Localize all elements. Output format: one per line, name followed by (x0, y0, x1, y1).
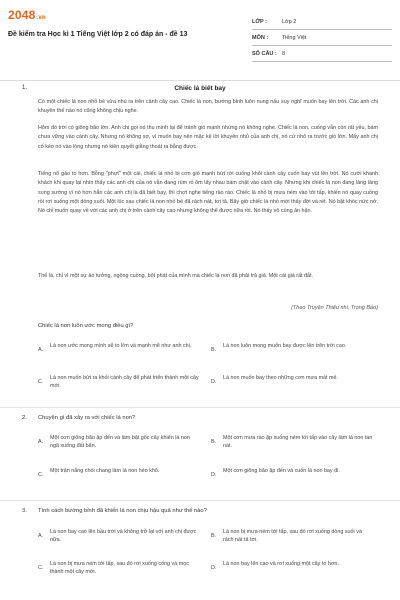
meta-value: Lớp 2 (282, 19, 297, 25)
question-heading (22, 508, 382, 514)
question-divider (0, 500, 400, 501)
question-text: Chuyện gì đã xảy ra với chiếc lá non? (38, 415, 136, 421)
option-text: Lá non muốn bứt ra khỏi cành cây để phát triển thành một cây mới. (50, 375, 199, 390)
meta-row-subject (252, 30, 392, 46)
passage-paragraph: Có một chiếc lá non nhỏ bé vừa nhú ra trên cành cây cao. Chiếc lá non, bướng bỉnh luôn nung nấu suy nghĩ muốn bay lên trời. Các anh chị khuyên thế nào nó cũng không chịu nghe. (38, 99, 378, 115)
option-text: Lá non ước mong mình sẽ to lớn và mạnh mẽ như anh chị. (50, 343, 192, 349)
meta-value: 8 (282, 51, 286, 57)
meta-key: SỐ CÂU : (252, 51, 277, 57)
document-title: Đề kiểm tra Học kì 1 Tiếng Việt lớp 2 có đáp án - đề 13 (8, 31, 188, 38)
question-number: 2. (22, 415, 27, 421)
passage-number: 1. (22, 85, 28, 91)
passage-paragraph: Hôm đó trời có giông bão lớn. Anh chị gọi nó thu mình lại để tránh gió mạnh nhưng nó không nghe. Chiếc lá non, cuống vẫn còn rất yếu, bám chưa vững vào cành cây. Nhưng nó không sợ, vì muốn bay nên mặc kệ lời khuyên nhủ của anh chị, nó cứ nhô ra trước gió lớn. Mấy anh chị cố kéo nó vào lòng nhưng nó kiên quyết giằng thoát ra bằng được. (38, 125, 378, 150)
option-label: A. (38, 533, 44, 539)
question-divider (0, 407, 400, 408)
logo-suffix: .vn (36, 15, 46, 21)
option-label: D. (211, 472, 217, 478)
passage-paragraph: Thế là, chỉ vì một sự ảo tưởng, ngông cuồng, bột phát của mình mà chiếc lá non đã phải trả giá. Một cái giá rất đắt. (38, 273, 314, 279)
option-text: Lá non muốn bay theo những cơn mưa mát mẻ. (223, 375, 339, 381)
document-meta (252, 14, 392, 62)
logo-text: 2048 (8, 8, 36, 22)
option-label: B. (211, 533, 217, 539)
option-label: C. (38, 472, 44, 478)
option-text: Một cơn giông bão ập đến và làm bật gốc cây khiến lá non ngã xuống đất bẩn. (50, 435, 190, 450)
question-text: Chiếc lá non luôn ước mong điều gì? (38, 323, 134, 329)
option-text: Lá non luôn mong muốn bay được lên trên trời cao. (223, 343, 347, 349)
option-text: Lá non bay cao lên bầu trời và không trở lại với anh chị được nữa. (50, 529, 197, 544)
question-heading (22, 415, 382, 421)
passage-title: Chiếc lá biết bay (174, 85, 226, 92)
option-text: Lá non bị mưa ném tới tấp, sau đó rơi xuống dòng suối và rách nát tả tơi. (223, 529, 362, 544)
meta-row-class (252, 14, 392, 30)
option-label: D. (211, 379, 217, 385)
meta-row-count (252, 46, 392, 62)
header-divider (0, 80, 400, 81)
option-label: C. (38, 379, 44, 385)
passage-paragraph: Tiếng nổ gào to hơn. Bỗng "phựt" một cái, chiếc lá nhỏ bị cơn gió mạnh bứt rời cuống khỏi cành cây cuốn bay vút lên trời. Nó cười khanh khách khi quay lại nhìn thấy các anh chị của nó vẫn đang rùm ró ôm lấy nhau bám chặt vào cành cây. Nhưng khi chiếc lá non đang lâng lâng sung sướng vì nó hơn hẳn các anh chị là đã biết bay, thì chợt nghe tiếng rào rào. Chiếc lá nhỏ bị mưa ném vào tới tấp, khiến nó quay cuồng rồi rơi xuống một dòng suối. Một lúc sau chiếc lá non nhỏ bé đã rách nát, tơi tả. Bây giờ chiếc lá nhỏ mới thấy đời và rét. Nó bật khóc nức nở. Nó chỉ muốn quay về với các anh chị ở trên cành cây cao nhưng không thể được nữa rồi. Nó thấy vô cùng ân hận. (38, 171, 378, 215)
meta-key: MÔN : (252, 35, 269, 41)
option-label: B. (211, 439, 217, 445)
passage-source: (Theo Truyện Thiếu nhi, Trọng Bảo) (291, 305, 378, 311)
option-label: C. (38, 565, 44, 571)
option-text: Lá non bay lên cao và rơi xuống một cây to hơn. (223, 561, 339, 567)
site-logo[interactable] (8, 8, 46, 22)
option-label: D. (211, 565, 217, 571)
option-label: B. (211, 347, 217, 353)
meta-value: Tiếng Việt (282, 35, 307, 41)
option-text: Lá non bị mưa ném tới tấp, sau đó rơi xuống cống và mọc thành một cây mới. (50, 561, 189, 576)
option-text: Một trận nắng chói chang làm lá non héo khô. (50, 468, 160, 474)
option-text: Một cơn mưa rào ập xuống ném tới tấp vào cây làm lá non tan nát. (223, 435, 373, 450)
page-header (0, 0, 400, 80)
question-number: 3. (22, 508, 27, 514)
question-text: Tính cách bướng bỉnh đã khiến lá non chịu hậu quả như thế nào? (38, 508, 207, 514)
meta-key: LỚP : (252, 19, 267, 25)
option-label: A. (38, 439, 44, 445)
option-label: A. (38, 347, 44, 353)
option-text: Một cơn giông bão ập đến và cuốn lá non bay đi. (223, 468, 340, 474)
